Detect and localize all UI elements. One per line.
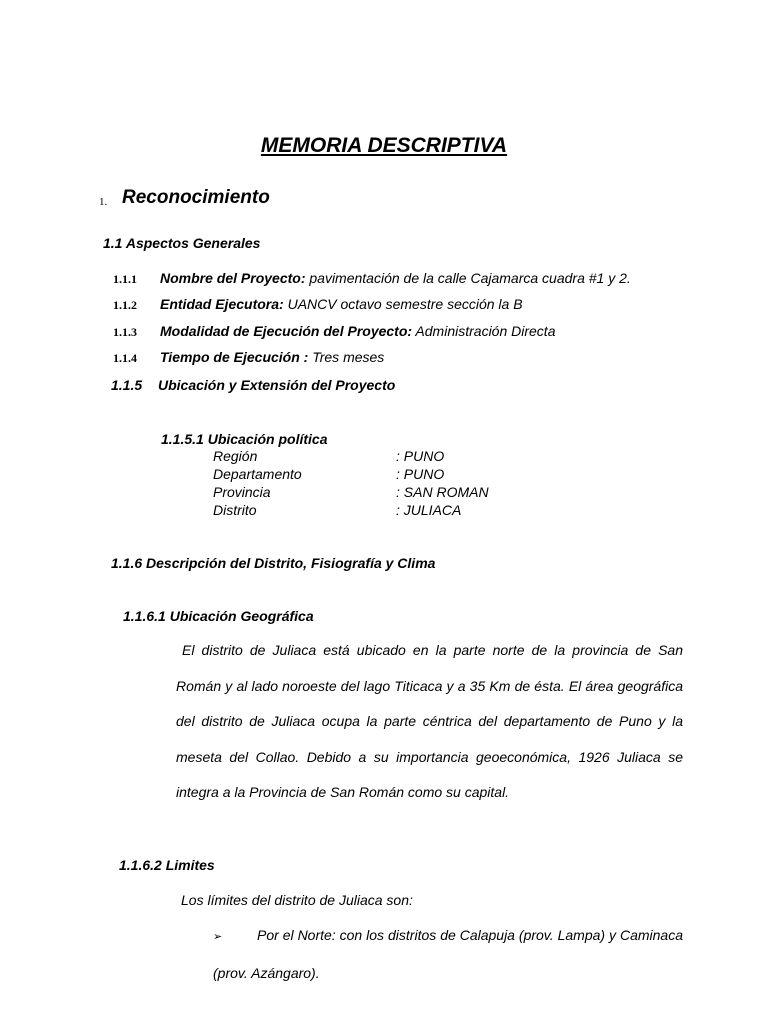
row-key: Provincia [213, 484, 271, 500]
row-value: : PUNO [396, 466, 445, 482]
row-value: : PUNO [396, 448, 445, 464]
table-row [0, 447, 768, 465]
row-key: Departamento [213, 466, 302, 482]
item-label: Modalidad de Ejecución del Proyecto: [160, 323, 413, 339]
section-1-number: 1. [99, 196, 108, 208]
ubicacion-extension-heading: Ubicación y Extensión del Proyecto [158, 377, 396, 393]
table-row [0, 501, 768, 519]
item-number: 1.1.4 [113, 351, 137, 365]
ubicacion-geografica-heading: 1.1.6.1 Ubicación Geográfica [123, 608, 314, 624]
item-label: Nombre del Proyecto: [160, 270, 306, 286]
row-value: : JULIACA [396, 502, 462, 518]
item-value: Tres meses [308, 349, 385, 365]
table-row [0, 483, 768, 501]
item-value: UANCV octavo semestre sección la B [283, 296, 523, 312]
row-value: : SAN ROMAN [396, 484, 489, 500]
item-number: 1.1.2 [113, 298, 137, 312]
item-value: pavimentación de la calle Cajamarca cuadra #1 y 2. [305, 270, 631, 286]
row-key: Región [213, 448, 258, 464]
arrowhead-bullet-icon: ➢ [213, 931, 223, 943]
ubicacion-extension-number: 1.1.5 [111, 377, 143, 393]
ubicacion-politica-heading: 1.1.5.1 Ubicación política [161, 431, 328, 447]
limites-heading: 1.1.6.2 Limites [119, 857, 215, 873]
limites-bullet-item [213, 918, 683, 991]
item-number: 1.1.1 [113, 272, 137, 286]
aspectos-generales-heading: 1.1 Aspectos Generales [103, 235, 261, 251]
item-number: 1.1.3 [113, 325, 137, 339]
page-title: MEMORIA DESCRIPTIVA [260, 134, 508, 157]
limites-intro: Los límites del distrito de Juliaca son: [181, 892, 413, 908]
ubicacion-geografica-paragraph: El distrito de Juliaca está ubicado en la parte norte de la provincia de San Román y al lado noroeste del lago Titicaca y a 35 Km de ésta. El área geográfica del distrito de Juliaca ocupa la parte céntrica del departamento de Puno y la meseta del Collao. Debido a su importancia geoeconómica, 1926 Juliaca se integra a la Provincia de San Román como su capital. [176, 642, 683, 800]
item-text [160, 296, 523, 312]
bullet-text: Por el Norte: con los distritos de Calapuja (prov. Lampa) y Caminaca (prov. Azángaro). [213, 927, 683, 981]
item-text [160, 349, 384, 365]
item-label: Entidad Ejecutora: [160, 296, 284, 312]
table-row [0, 465, 768, 483]
row-key: Distrito [213, 502, 257, 518]
item-text [160, 323, 555, 339]
item-label: Tiempo de Ejecución : [160, 349, 309, 365]
section-1-heading: Reconocimiento [122, 187, 270, 208]
item-text [160, 270, 631, 286]
descripcion-distrito-heading: 1.1.6 Descripción del Distrito, Fisiografía y Clima [111, 555, 436, 571]
item-value: Administración Directa [412, 323, 556, 339]
